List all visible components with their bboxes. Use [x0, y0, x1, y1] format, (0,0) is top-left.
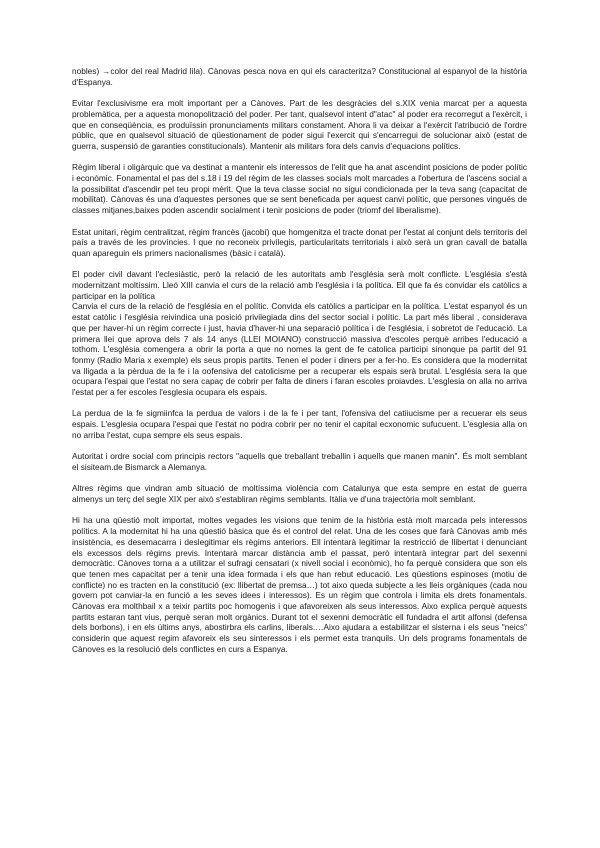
paragraph-perdua-fe: La perdua de la fe sigmiinfca la perdua de valors i de la fe i per tant, l'ofensiva del catiiucisme per a recuerar els seus espais. L'esglesia ocupara l'espai que l'estat no podra cobrir per no tenir el capital ecxonomic sufucuent. L'esglesia alla on no arriba l'estat, cupa sempre els seus espais. [72, 408, 527, 440]
paragraph-altres-regims: Altres règims que vindran amb situació de moltíssima violència com Catalunya que esta sempre en estat de guerra almenys un terç del segle XIX per això s'establiran règims semblants. Itàlia ve d'una trajectòria molt semblant. [72, 483, 527, 505]
paragraph-poder-civil-esglesia: El poder civil davant l'eclesiàstic, però la relació de les autoritats amb l'església serà molt conflicte. L'església s'està modernitzant moltíssim. Lleó XIII canvia el curs de la relació amb l'església i la política. Ell que fa és convidar els catòlics a participar en la política Canvia el curs de la relació de l'església en el polític. Convida els catòlics a participar en la política. L'estat espanyol és un estat catòlic i l'església reivindica una posició privilegiada dins del sector social i polític. La part més liberal , considerava que per haver-hi un règim correcte i just, havia d'haver-hi una separació política i de l'església, i sobretot de l'educació. La primera llei que aprova dels 7 als 14 anys (LLEI MOIANO) construcció massiva d'escoles perquè arribes l'educació a tothom. L'església comengera a obrir la porta a que no nomes la gent de fe catolica participi sinonque pa partit del 91 fonmy (Radio Maria x exemple) els seus propis partits. Tenen el poder i diners per a fer-ho. Es considera que la modernitat va lligada a la pèrdua de la fe i la oofensiva del catolicisme per a recuperar els espais serà brutal. L'església sera la que ocupara l'espai que l'estat no sera capaç de cobrir per falta de diners i faran escoles proiavdes. L'esglesia on alla no arriva l'estat per a fer escoles l'esglesia ocupara els espais. [72, 269, 527, 398]
document-body [72, 66, 527, 665]
paragraph-estat-unitari: Estat unitari, règim centralitzat, règim francès (jacobí) que homgenitza el tracte donat per l'estat al conjunt dels territoris del país a través de les províncies. I que no reconeix privilegis, particularitats territorials i això serà un gran cavall de batalla quan apareguin els primers nacionalismes (bàsic i català). [72, 226, 527, 258]
paragraph-exclusivisme: Evitar l'exclusivisme era molt important per a Cànoves. Part de les desgràcies del s.XIX venia marcat per a aquesta problemàtica, per a aquesta monopolització del poder. Per tant, qualsevol intent d"atac" al poder era recorregut a l'exèrcit, i que en conseqüència, es produïssin pronunciaments militars constament. Ahora li va deixar a l'exèrcit l'atribució de l'ordre públic, que en qualsevol situació de qüestionament de poder sigui l'exercit qui s'encarregui de solucionar això (estat de guerra, suspensió de garanties constitucionals). Mantenir als militars fora dels canvis d'equacions polítics. [72, 98, 527, 151]
paragraph-regim-liberal: Règim liberal i oligàrquic que va destinat a mantenir els interessos de l'elit que ha anat ascendint posicions de poder polític i econòmic. Fonamental el pas del s.18 i 19 del règim de les classes socials molt marcades a l'obertura de l'ascens social a la possibilitat d'ascendir pel teu propi mèrit. Que la teva classe social no sigui condicionada per la teva sang (capacitat de mobilitat). Cànovas és una d'aquestes persones que se sent beneficada per aquest canvi polític, que persones vingués de classes mitjanes,baixes poden ascendir socialment i tenir posicions de poder (triomf del liberalisme). [72, 162, 527, 216]
paragraph-autoritat-ordre: Autoritat i ordre social com principis rectors "aquells que treballant treballin i aquells que manen manin". És molt semblant el sisiteam.de Bismarck a Alemanya. [72, 451, 527, 472]
paragraph-nobles-continuation: nobles) →color del real Madrid lila). Cànovas pesca nova en qui els caracteritza? Constitucional al espanyol de la història d'Espanya. [72, 66, 527, 87]
paragraph-control-relat: Hi ha una qüestió molt importat, moltes vegades les visions que tenim de la història està molt marcada pels interessos polítics. A la modernitat hi ha una qüestió bàsica que és el control del relat. Una de les coses que farà Cànovas amb més insistència, es desemacarra i deslegitimar els règims anteriors. Ell intentarà legitimar la restricció de llibertat i denunciant els excessos dels règims previs. Intentarà marcar distància amb el passat, però intentarà integrar part del sexenni democràtic. Cànoves torna a a utilitzar el sufragi censatari (x nivell social i econòmic), ho fa perquè considera que son els que tenen mes capacitat per a tenir una idea formada i els que han rebut educació. Les qüestions espinoses (motiu de conflicte) no es tracten en la constitució (ex: llibertat de premsa…) tot aixo queda subjecte a les lleis orgàniques (cada nou govern pot canviar-la en funció a les seves idees i interessos). Es un règim que controla i limita els drets fonamentals. Cànovas era molthbail x a teixir partits poc homogenis i que afavoreixen als seus interessos. Aixo explica perquè aquests partits estaran tant vius, perquè seran molt orgànics. Durant tot el sexenni democràtic ell fundadra el artit alfonsi (defensa dels borbons), i en els últims anys, abostirbra els carlins, liberals.…Aixo ajudara a estabilitzar el sisterna i els seus "neics" considerin que aquest regim afavoreix els seu sinteressos i els permet esta tranquils. Un dels programs fonamentals de Cànoves es la resolució dels conflictes en curs a Espanya. [72, 515, 527, 654]
